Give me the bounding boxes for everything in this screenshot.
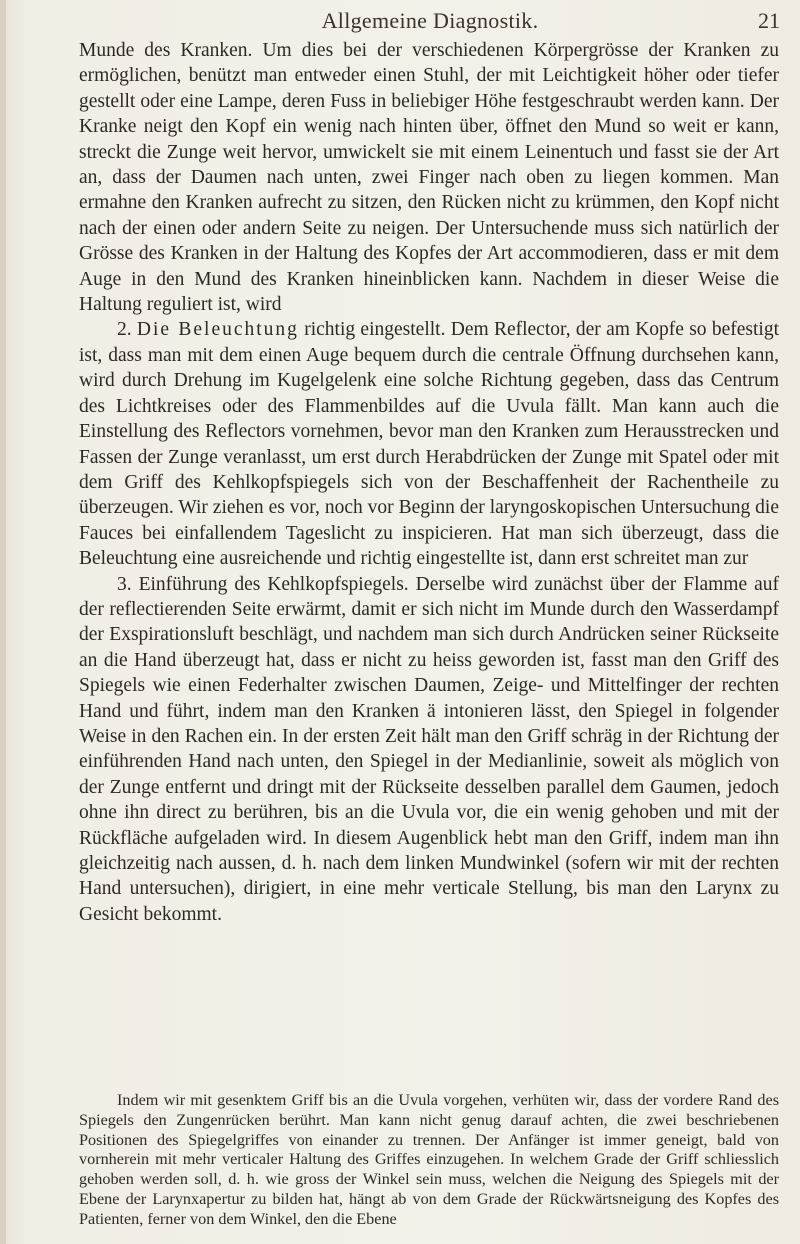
- section-text: richtig eingestellt. Dem Reflector, der am Kopfe so befestigt ist, dass man mit dem einen Auge bequem durch die centrale Öffnung durchsehen kann, wird durch Drehung im Kugelgelenk eine solche Richtung gegeben, dass das Centrum des Lichtkreises oder des Flammenbildes auf die Uvula fällt. Man kann auch die Einstellung des Reflectors vornehmen, bevor man den Kranken zum Herausstrecken und Fassen der Zunge veranlasst, um erst durch Herabdrücken der Zunge mit Spatel oder mit dem Griff des Kehlkopfspiegels sich von der Beschaffenheit der Rachentheile zu überzeugen. Wir ziehen es vor, noch vor Beginn der laryngoskopischen Untersuchung die Fauces bei einfallendem Tageslicht zu inspicieren. Hat man sich überzeugt, dass die Beleuchtung eine ausreichende und richtig eingestellte ist, dann erst schreitet man zur: [79, 319, 779, 570]
- paragraph-continuation: Munde des Kranken. Um dies bei der verschiedenen Körpergrösse der Kranken zu ermöglichen, benützt man entweder einen Stuhl, der mit Leichtigkeit höher oder tiefer gestellt oder eine Lampe, deren Fuss in beliebiger Höhe festgeschraubt werden kann. Der Kranke neigt den Kopf ein wenig nach hinten über, öffnet den Mund so weit er kann, streckt die Zunge weit hervor, umwickelt sie mit einem Leinentuch und fasst sie der Art an, dass der Daumen nach unten, zwei Finger nach oben zu liegen kommen. Man ermahne den Kranken aufrecht zu sitzen, den Rücken nicht zu krümmen, den Kopf nicht nach der einen oder andern Seite zu neigen. Der Untersuchende muss sich natürlich der Grösse des Kranken in der Haltung des Kopfes der Art accommodieren, dass er mit dem Auge in den Mund des Kranken hineinblicken kann. Nachdem in dieser Weise die Haltung reguliert ist, wird: [79, 40, 779, 316]
- main-text: [79, 38, 779, 927]
- running-title: Allgemeine Diagnostik.: [321, 8, 539, 33]
- paragraph-kehlkopfspiegel: 3. Einführung des Kehlkopfspiegels. Derselbe wird zunächst über der Flamme auf der reflectierenden Seite erwärmt, damit er sich nicht im Munde durch den Wasserdampf der Exspirationsluft beschlägt, und nachdem man sich durch Andrücken seiner Rückseite an die Hand überzeugt hat, dass er nicht zu heiss geworden ist, fasst man den Griff des Spiegels wie einen Federhalter zwischen Daumen, Zeige- und Mittelfinger der rechten Hand und führt, indem man den Kranken ä intonieren lässt, den Spiegel in folgender Weise in den Rachen ein. In der ersten Zeit hält man den Griff schräg in der Richtung der einführenden Hand nach unten, den Spiegel in der Medianlinie, soweit als möglich von der Zunge entfernt und dringt mit der Rückseite desselben parallel dem Gaumen, jedoch ohne ihn direct zu berühren, bis an die Uvula vor, die ein wenig gehoben und mit der Rückfläche aufgeladen wird. In diesem Augenblick hebt man den Griff, indem man ihn gleichzeitig nach aussen, d. h. nach dem linken Mundwinkel (sofern wir mit der rechten Hand untersuchen), dirigiert, in eine mehr verticale Stellung, bis man den Larynx zu Gesicht bekommt.: [79, 573, 779, 925]
- note-text: [79, 1091, 779, 1230]
- page-header: [80, 4, 780, 38]
- section-number: 2.: [117, 319, 132, 341]
- paragraph-beleuchtung: [79, 317, 779, 571]
- page-number: 21: [758, 8, 780, 33]
- note-paragraph: Indem wir mit gesenktem Griff bis an die Uvula vorgehen, verhüten wir, dass der vordere Rand des Spiegels den Zungenrücken berührt. Man kann nicht genug darauf achten, die zwei beschriebenen Positionen des Spiegelgriffes von einander zu trennen. Der Anfänger ist immer geneigt, bald von vornherein mit mehr verticaler Haltung des Griffes einzugehen. In welchem Grade der Griff schliesslich gehoben werden soll, d. h. wie gross der Winkel sein muss, welchen die Neigung des Spiegels mit der Ebene der Larynxapertur zu bilden hat, hängt ab von dem Grade der Rückwärtsneigung des Kopfes des Patienten, ferner von dem Winkel, den die Ebene: [79, 1091, 779, 1228]
- page-gutter-shadow: [0, 0, 6, 1244]
- section-term: Die Beleuchtung: [136, 319, 299, 341]
